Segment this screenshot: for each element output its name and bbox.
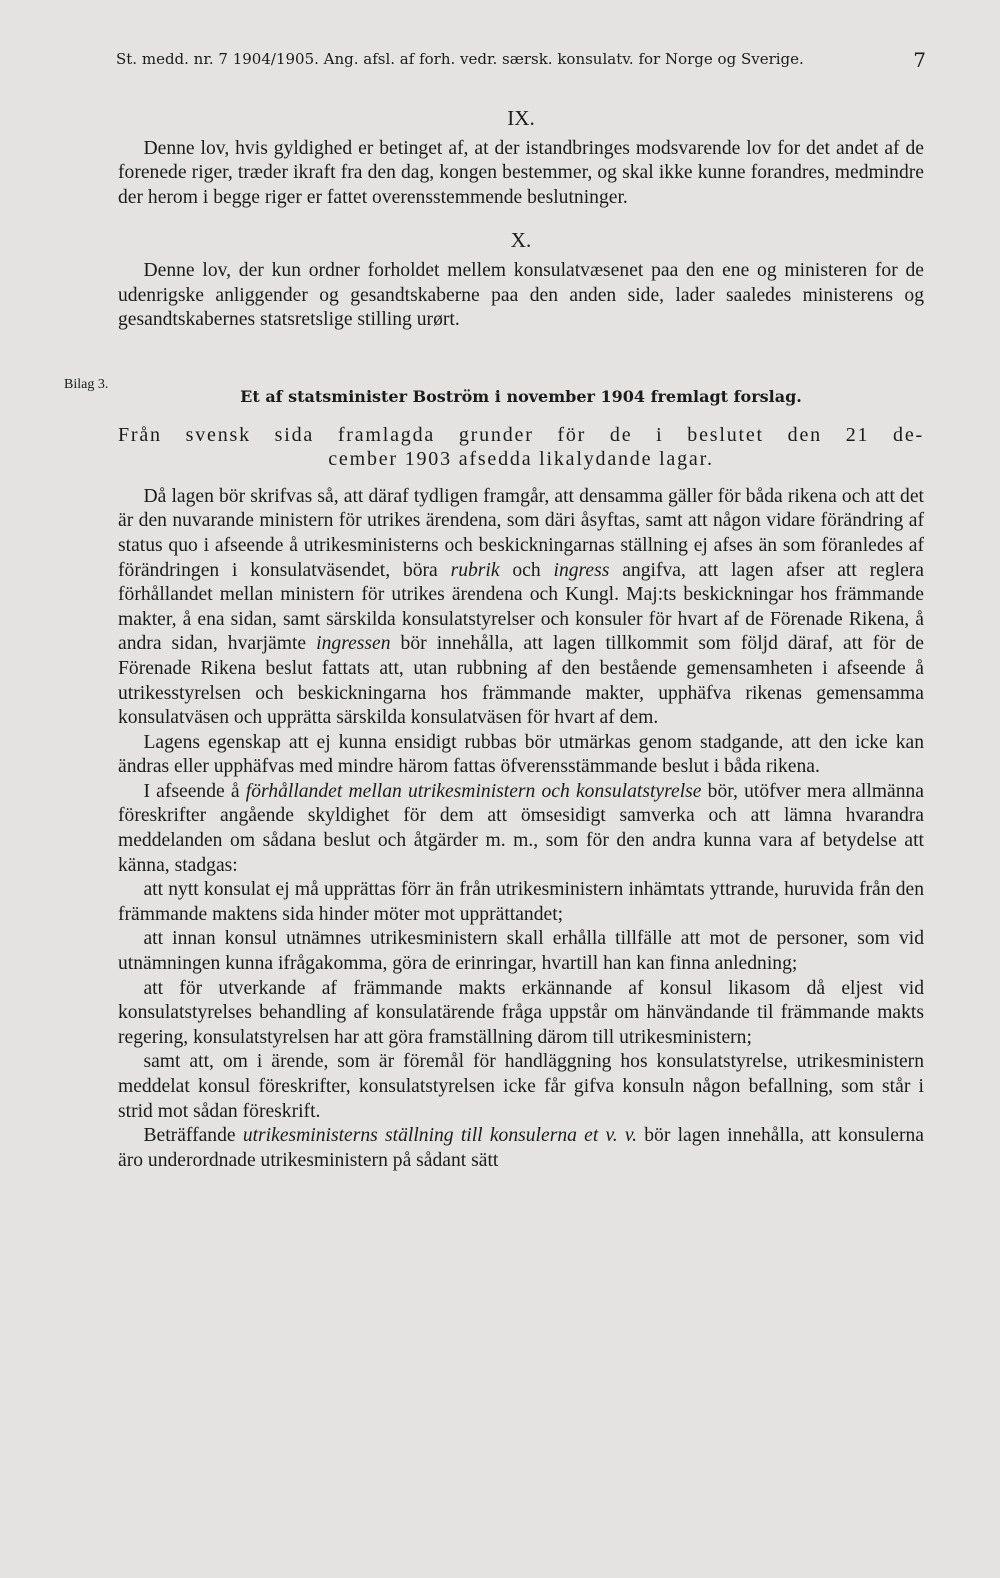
- appendix-heading: Et af statsminister Boström i november 1904 fremlagt forslag.: [240, 386, 802, 406]
- section-heading-ix: IX.: [507, 106, 535, 130]
- body-paragraph-8: Beträffande utrikesministerns ställning till konsulerna et v. v. bör lagen innehålla, att konsulerna äro underordnade utrikesministern på sådant sätt: [118, 1125, 924, 1171]
- running-header: [116, 50, 926, 74]
- appendix-lead-line-2: cember 1903 afsedda likalydande lagar.: [328, 447, 714, 470]
- body-paragraph-4: att nytt konsulat ej må upprättas förr än från utrikesministern inhämtats yttrande, huruvida från den främmande maktens sida hinder möter mot upprättandet;: [118, 879, 924, 925]
- body-paragraph-7: samt att, om i ärende, som är föremål för handläggning hos konsulatstyrelse, utrikesministern meddelat konsul föreskrifter, konsulatstyrelsen icke får gifva konsuln någon befallning, som står i strid mot sådan föreskrift.: [118, 1051, 924, 1122]
- body-paragraph-6: att för utverkande af främmande makts erkännande af konsul likasom då eljest vid konsulatstyrelses behandling af konsulatärende fråga uppstår om hänvändande til främmande makts regering, konsulatstyrelsen har att göra framställning därom till utrikesministern;: [118, 977, 924, 1048]
- page-number: 7: [913, 48, 926, 72]
- appendix-lead: [118, 423, 924, 471]
- appendix-lead-line-1: Från svensk sida framlagda grunder för de i beslutet den 21 de-: [118, 423, 924, 446]
- body-paragraph-2: Lagens egenskap att ej kunna ensidigt rubbas bör utmärkas genom stadgande, att den icke kan ändras eller upphäfvas med mindre härom fattas öfverensstämmande beslut i båda rikena.: [118, 731, 924, 778]
- section-heading-x: X.: [510, 228, 532, 253]
- page-content: [64, 100, 925, 1173]
- section-x-text: Denne lov, der kun ordner forholdet mellem konsulatvæsenet paa den ene og ministeren for de udenrigske anliggender og gesandtskaberne paa den anden side, lader saaledes ministerens og gesandtskabernes statsretslige stilling urørt.: [118, 259, 924, 331]
- body-paragraph-3: I afseende å förhållandet mellan utrikesministern och konsulatstyrelse bör, utöfver mera allmänna föreskrifter angående skyldighet för dem att ömsesidigt samverka och att lämna hvarandra meddelanden om sådana beslut och åtgärder m. m., som för den andra kunna vara af betydelse att känna, stadgas:: [118, 780, 924, 876]
- body-paragraph-1: Då lagen bör skrifvas så, att däraf tydligen framgår, att densamma gäller för båda rikena och att det är den nuvarande ministern för utrikes ärendena, som däri åsyftas, samt att någon vidare förändring af status quo i afseende å utrikesministerns och beskickningarnas ställning ej afses än som föranledes af förändringen i konsulatväsendet, böra rubrik och ingress angifva, att lagen afser att reglera förhållandet mellan ministern för utrikes ärendena och Kungl. Maj:ts beskickningar hos främmande makter, å ena sidan, samt särskilda konsulatstyrelser och konsuler för hvart af de Förenade Rikena, å andra sidan, hvarjämte ingressen bör innehålla, att lagen tillkommit som följd däraf, att för de Förenade Rikena beslut fattats att, utan rubbning af den bestående gemensamheten i afseende å utrikesstyrelsen och beskickningarna hos främmande makter, upphäfva rikenas gemensamma konsulatväsen och upprätta särskilda konsulatväsen för hvart af dem.: [118, 485, 925, 729]
- section-ix-text: Denne lov, hvis gyldighed er betinget af, at der istandbringes modsvarende lov for det andet af de forenede riger, træder ikraft fra den dag, kongen bestemmer, og skal ikke kunne forandres, medmindre der herom i begge riger er fattet overensstemmende beslutninger.: [118, 137, 924, 208]
- appendix-header: [64, 353, 924, 423]
- running-title: St. medd. nr. 7 1904/1905. Ang. afsl. af forh. vedr. særsk. konsulatv. for Norge og Sverige.: [116, 50, 804, 68]
- appendix-label: Bilag 3.: [64, 376, 109, 392]
- body-paragraph-5: att innan konsul utnämnes utrikesministern skall erhålla tillfälle att mot de personer, som vid utnämningen kunna ifrågakomma, göra de erinringar, hvartill han kan finna anledning;: [118, 928, 924, 975]
